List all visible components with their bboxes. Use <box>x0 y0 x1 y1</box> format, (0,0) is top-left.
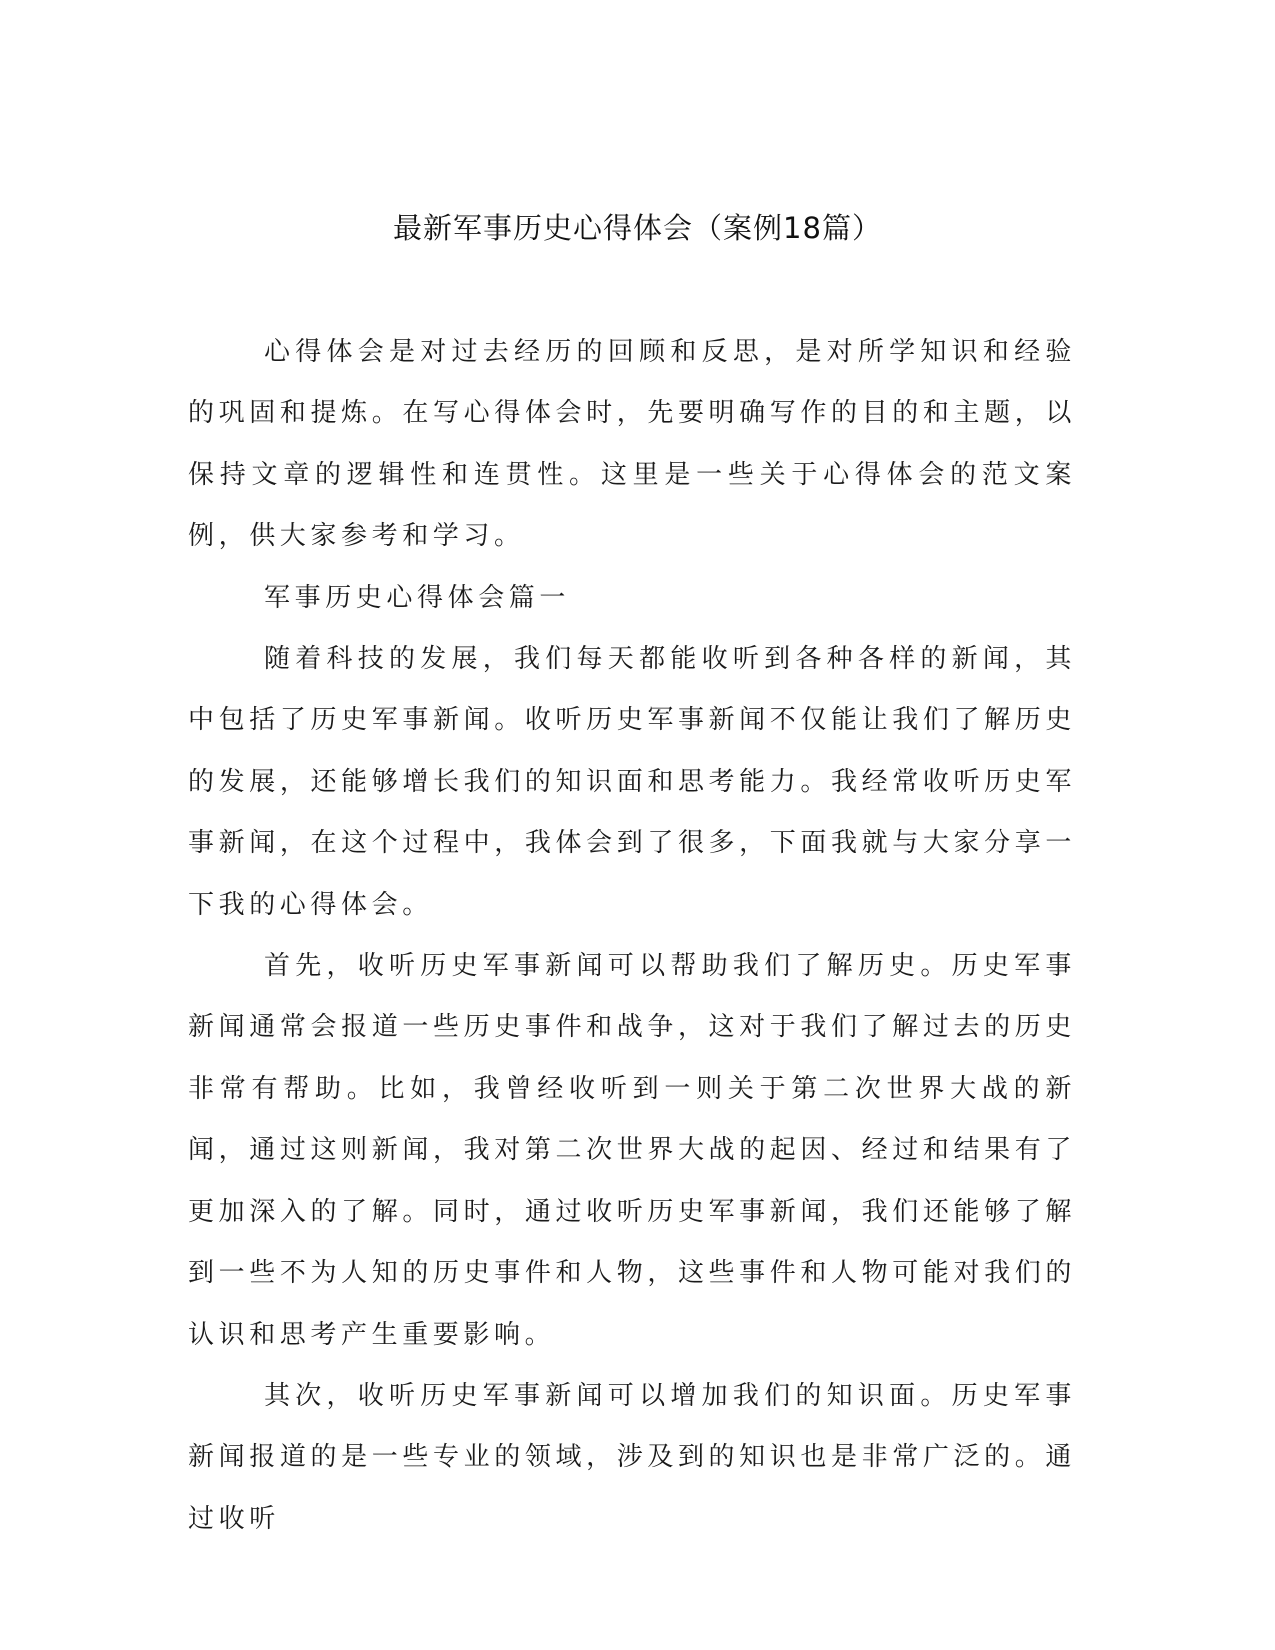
intro-paragraph: 心得体会是对过去经历的回顾和反思，是对所学知识和经验的巩固和提炼。在写心得体会时，先要明确写作的目的和主题，以保持文章的逻辑性和连贯性。这里是一些关于心得体会的范文案例，供大家参考和学习。 <box>188 337 1076 552</box>
body-paragraph: 其次，收听历史军事新闻可以增加我们的知识面。历史军事新闻报道的是一些专业的领域，涉及到的知识也是非常广泛的。通过收听 <box>188 1380 1076 1534</box>
document-title: 最新军事历史心得体会（案例18篇） <box>393 211 882 245</box>
body-paragraph: 首先，收听历史军事新闻可以帮助我们了解历史。历史军事新闻通常会报道一些历史事件和战争，这对于我们了解过去的历史非常有帮助。比如，我曾经收听到一则关于第二次世界大战的新闻，通过这则新闻，我对第二次世界大战的起因、经过和结果有了更加深入的了解。同时，通过收听历史军事新闻，我们还能够了解到一些不为人知的历史事件和人物，这些事件和人物可能对我们的认识和思考产生重要影响。 <box>188 951 1076 1350</box>
section-heading: 军事历史心得体会篇一 <box>264 582 571 613</box>
body-paragraph: 随着科技的发展，我们每天都能收听到各种各样的新闻，其中包括了历史军事新闻。收听历史军事新闻不仅能让我们了解历史的发展，还能够增长我们的知识面和思考能力。我经常收听历史军事新闻，在这个过程中，我体会到了很多，下面我就与大家分享一下我的心得体会。 <box>188 644 1076 920</box>
document-body <box>188 322 1076 1550</box>
